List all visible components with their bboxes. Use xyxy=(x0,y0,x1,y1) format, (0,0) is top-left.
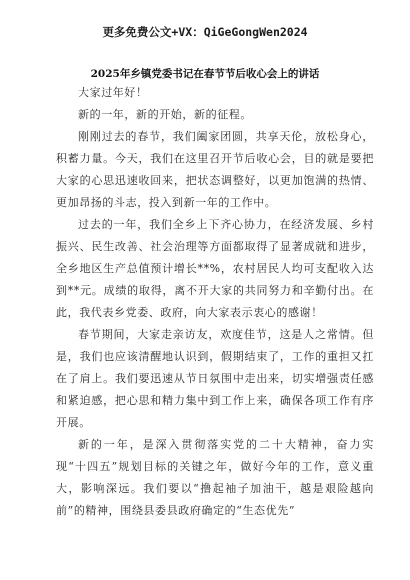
paragraph-new-year-goals: 新的一年，是深入贯彻落实党的二十大精神，奋力实现“十四五”规划目标的关键之年，做好今年的工作，意义重大，影响深远。我们要以“撸起袖子加油干，越是艰险越向前”的精神，围绕县委县政府确定的“生态优先” xyxy=(56,438,374,517)
paragraph-opening: 新的一年，新的开始，新的征程。 xyxy=(78,108,252,121)
paragraph-achievements: 过去的一年，我们全乡上下齐心协力，在经济发展、乡村振兴、民生改善、社会治理等方面都取得了显著成就和进步，全乡地区生产总值预计增长**%，农村居民人均可支配收入达到**元。成绩的取得，离不开大家的共同努力和辛勤付出。在此，我代表乡党委、政府，向大家表示衷心的感谢！ xyxy=(56,218,374,319)
paragraph-festival: 春节期间，大家走亲访友，欢度佳节，这是人之常情。但是，我们也应该清醒地认识到，假期结束了，工作的重担又扛在了肩上。我们要迅速从节日氛围中走出来，切实增强责任感和紧迫感，把心思和精力集中到工作上来，确保各项工作有序开展。 xyxy=(56,328,374,429)
document-body xyxy=(56,82,374,522)
paragraph-meeting-purpose: 刚刚过去的春节，我们阖家团圆，共享天伦，放松身心，积蓄力量。今天，我们在这里召开节后收心会，目的就是要把大家的心思迅速收回来，把状态调整好，以更加饱满的热情、更加昂扬的斗志，投入到新一年的工作中。 xyxy=(56,130,374,209)
paragraph-greeting: 大家过年好！ xyxy=(78,86,148,99)
document-title: 2025年乡镇党委书记在春节节后收心会上的讲话 xyxy=(90,68,320,80)
watermark-text: 更多免费公文+VX：QiGeGongWen2024 xyxy=(102,25,308,39)
